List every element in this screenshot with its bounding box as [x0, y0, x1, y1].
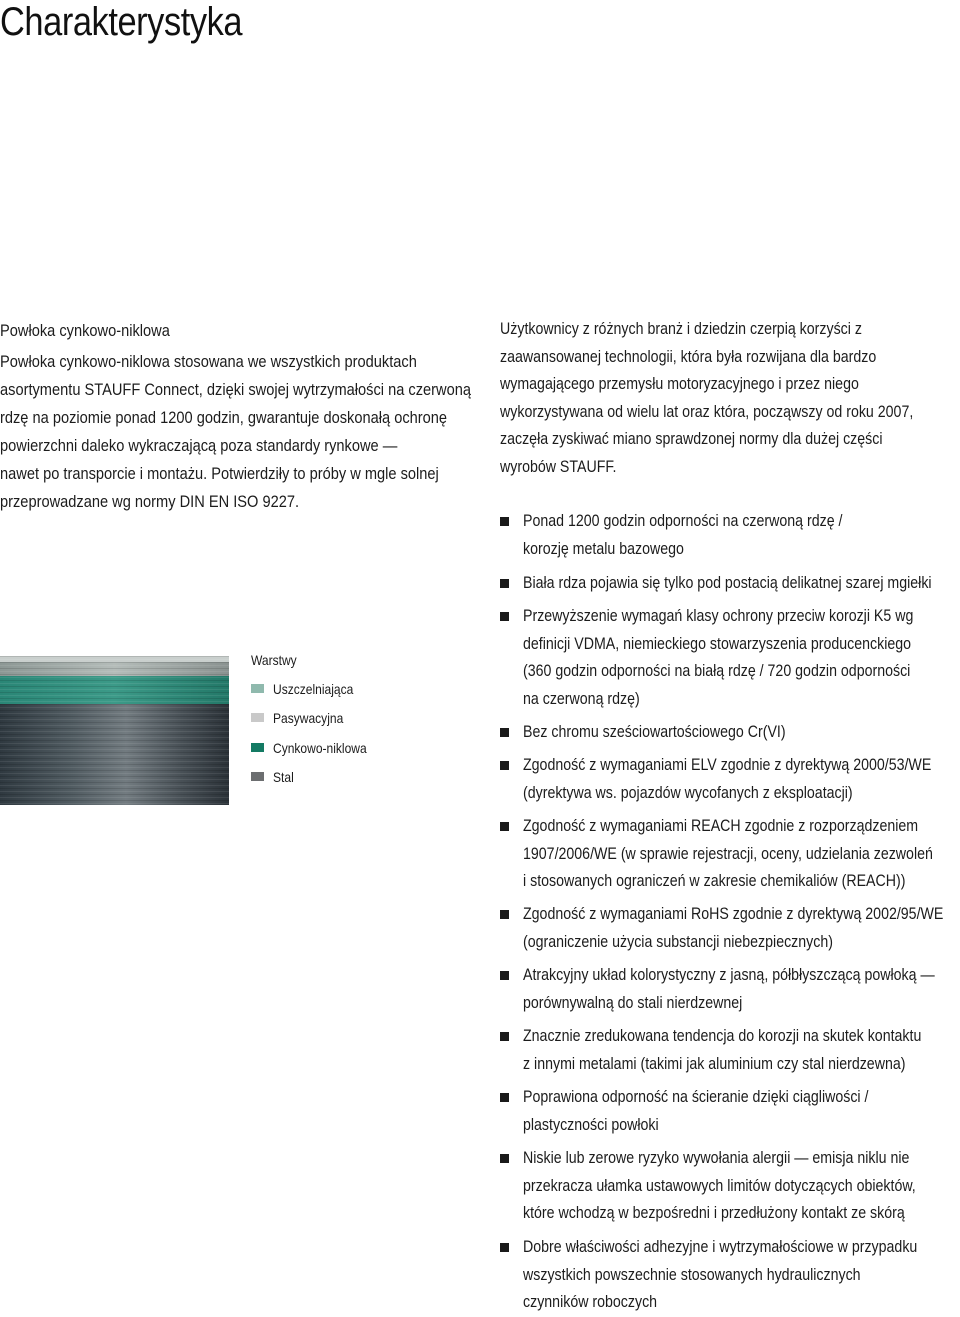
- feature-text-line: na czerwoną rdzę): [523, 689, 640, 708]
- feature-text: [523, 1084, 925, 1139]
- zinc-nickel-description: [0, 317, 548, 516]
- feature-text-line: wszystkich powszechnie stosowanych hydraulicznych: [523, 1265, 861, 1284]
- coating-layers-image: [0, 656, 229, 805]
- feature-text: [523, 1234, 960, 1317]
- paragraph-line: rdzę na poziomie ponad 1200 godzin, gwarantuje doskonałą ochronę: [0, 408, 448, 427]
- feature-text-line: (ograniczenie użycia substancji niebezpiecznych): [523, 932, 833, 951]
- paragraph-line: przeprowadzane wg normy DIN EN ISO 9227.: [0, 492, 300, 511]
- bullet-square-icon: [500, 1032, 509, 1041]
- feature-text-line: Dobre właściwości adhezyjne i wytrzymałościowe w przypadku: [523, 1238, 918, 1256]
- legend-label: Pasywacyjna: [273, 710, 344, 726]
- feature-text-line: Atrakcyjny układ kolorystyczny z jasną, półbłyszczącą powłoką —: [523, 966, 935, 984]
- feature-text: [523, 752, 960, 807]
- bullet-square-icon: [500, 1243, 509, 1252]
- feature-text: [523, 508, 895, 563]
- paragraph-line: wymagającego przemysłu motoryzacyjnego i przez niego: [500, 375, 859, 394]
- bullet-square-icon: [500, 1154, 509, 1163]
- bullet-square-icon: [500, 517, 509, 526]
- paragraph-line: zaczęła zyskiwać miano sprawdzonej normy dla dużej części: [500, 430, 883, 449]
- users-intro: [500, 316, 960, 482]
- feature-text-line: Zgodność z wymaganiami ELV zgodnie z dyrektywą 2000/53/WE: [523, 756, 932, 774]
- feature-text-line: Bez chromu sześciowartościowego Cr(VI): [523, 723, 786, 741]
- feature-text-line: czynników roboczych: [523, 1293, 658, 1312]
- feature-text: [523, 570, 960, 598]
- feature-text: [523, 1145, 960, 1228]
- feature-text-line: definicji VDMA, niemieckiego stowarzyszenia producenckiego: [523, 634, 912, 653]
- feature-text-line: Niskie lub zerowe ryzyko wywołania alergii — emisja niklu nie: [523, 1149, 910, 1167]
- feature-text-line: (360 godzin odporności na białą rdzę / 720 godzin odporności: [523, 662, 911, 681]
- bullet-square-icon: [500, 612, 509, 621]
- feature-text-line: i stosowanych ograniczeń w zakresie chemikaliów (REACH)): [523, 872, 906, 891]
- feature-text: [523, 901, 960, 956]
- paragraph-line: wykorzystywana od wielu lat oraz która, począwszy od roku 2007,: [500, 402, 914, 421]
- feature-text-line: Ponad 1200 godzin odporności na czerwoną rdzę /: [523, 512, 843, 530]
- bullet-square-icon: [500, 728, 509, 737]
- feature-text-line: które wchodzą w bezpośredni i przedłużony kontakt ze skórą: [523, 1204, 905, 1223]
- feature-text-line: Znacznie zredukowana tendencja do korozji na skutek kontaktu: [523, 1027, 922, 1045]
- feature-text: [523, 962, 960, 1017]
- feature-text: [523, 719, 828, 747]
- legend-swatch: [251, 743, 264, 752]
- paragraph-line: zaawansowanej technologii, która była rozwijana dla bardzo: [500, 347, 877, 366]
- feature-text-line: Przewyższenie wymagań klasy ochrony przeciw korozji K5 wg: [523, 607, 914, 625]
- feature-text-line: plastyczności powłoki: [523, 1115, 659, 1134]
- feature-text-line: Biała rdza pojawia się tylko pod postacią delikatnej szarej mgiełki: [523, 574, 932, 592]
- paragraph-line: Użytkownicy z różnych branż i dziedzin czerpią korzyści z: [500, 320, 862, 338]
- feature-text-line: Zgodność z wymaganiami RoHS zgodnie z dyrektywą 2002/95/WE: [523, 905, 944, 923]
- paragraph-line: powierzchni daleko wykraczającą poza standardy rynkowe —: [0, 436, 398, 455]
- legend-swatch: [251, 772, 264, 781]
- feature-text-line: przekracza ułamka ustawowych limitów dotyczących obiektów,: [523, 1176, 916, 1195]
- bullet-square-icon: [500, 971, 509, 980]
- legend-label: Uszczelniająca: [273, 681, 354, 697]
- feature-text-line: (dyrektywa ws. pojazdów wycofanych z eksploatacji): [523, 783, 853, 802]
- feature-text-line: Zgodność z wymaganiami REACH zgodnie z rozporządzeniem: [523, 817, 919, 835]
- feature-text: [523, 813, 960, 896]
- bullet-square-icon: [500, 910, 509, 919]
- paragraph-line: Powłoka cynkowo-niklowa stosowana we wszystkich produktach: [0, 352, 417, 371]
- legend-swatch: [251, 713, 264, 722]
- feature-text: [523, 1023, 960, 1078]
- paragraph-line: asortymentu STAUFF Connect, dzięki swojej wytrzymałości na czerwoną: [0, 380, 471, 399]
- legend-title: Warstwy: [251, 652, 297, 668]
- bullet-square-icon: [500, 761, 509, 770]
- bullet-square-icon: [500, 822, 509, 831]
- feature-text-line: porównywalną do stali nierdzewnej: [523, 993, 743, 1012]
- paragraph-line: nawet po transporcie i montażu. Potwierdziły to próby w mgle solnej: [0, 464, 439, 483]
- bullet-square-icon: [500, 579, 509, 588]
- feature-text-line: Poprawiona odporność na ścieranie dzięki ciągliwości /: [523, 1088, 869, 1106]
- layers-legend: [251, 650, 367, 785]
- legend-swatch: [251, 684, 264, 693]
- feature-text-line: korozję metalu bazowego: [523, 539, 684, 558]
- feature-text-line: 1907/2006/WE (w sprawie rejestracji, oceny, udzielania zezwoleń: [523, 844, 933, 863]
- section-heading: Powłoka cynkowo-niklowa: [0, 321, 170, 340]
- legend-label: Stal: [273, 769, 294, 785]
- feature-text-line: z innymi metalami (takimi jak aluminium czy stal nierdzewna): [523, 1054, 906, 1073]
- paragraph-line: wyrobów STAUFF.: [500, 457, 617, 476]
- legend-label: Cynkowo-niklowa: [273, 740, 367, 756]
- page-title: Charakterystyka: [0, 0, 243, 44]
- feature-text: [523, 603, 960, 713]
- bullet-square-icon: [500, 1093, 509, 1102]
